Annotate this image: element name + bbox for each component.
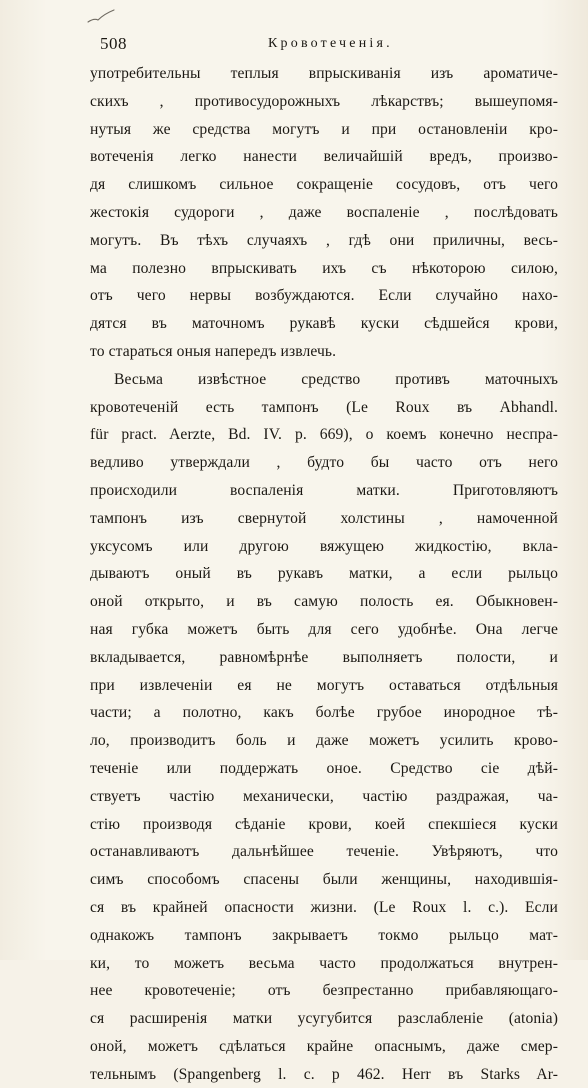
page-number: 508 [100,34,127,53]
text-line: части; а полотно, какъ болѣе грубое инородное тѣ- [90,704,558,722]
text-line: жестокія судороги , даже воспаленіе , послѣдовать [90,203,558,221]
text-line: ма полезно впрыскивать ихъ съ нѣкоторою силою, [90,259,558,277]
text-line: тельнымъ (Spangenberg l. c. p 462. Herr въ Starks Ar- [90,1065,558,1083]
text-line: ло, производитъ боль и даже можетъ усилить крово- [90,732,558,750]
text-line: употребительны теплыя впрыскиванія изъ ароматиче- [90,65,558,82]
paragraph-first-line: Весьма извѣстное средство противъ маточныхъ [114,370,558,388]
text-line: скихъ , противосудорожныхъ лѣкарствъ; вышеупомя- [90,92,558,110]
text-line: ведливо утверждали , будто бы часто отъ него [90,454,558,472]
text-line: могутъ. Въ тѣхъ случаяхъ , гдѣ они приличны, весь- [90,231,558,249]
text-line: тампонъ изъ свернутой холстины , намоченной [90,509,558,527]
text-line: für pract. Aerzte, Bd. IV. p. 669), о коемъ конечно неспра- [90,426,558,444]
text-line: происходили воспаленія матки. Приготовляютъ [90,481,558,499]
page-header [100,34,560,58]
text-line: ная губка можетъ быть для сего удобнѣе. Она легче [90,620,558,638]
running-head: Кровотеченія. [268,36,393,51]
text-line: дятся въ маточномъ рукавѣ куски сѣдшейся крови, [90,315,558,333]
text-line: нутыя же средства могутъ и при остановленіи кро- [90,120,558,138]
text-line: при извлеченіи ея не могутъ оставаться отдѣльныя [90,676,558,694]
text-line: дываютъ оный въ рукавъ матки, а если рыльцо [90,565,558,583]
text-line: однакожъ тампонъ закрываетъ токмо рыльцо мат- [90,926,558,944]
text-line: вкладывается, равномѣрнѣе выполняетъ полости, и [90,648,558,666]
pencil-mark-icon [86,8,116,26]
text-line: теченіе или поддержать оное. Средство сіе дѣй- [90,759,558,777]
body-text [90,60,558,1088]
text-line: останавливаютъ дальнѣйшее теченіе. Увѣряютъ, что [90,843,558,861]
text-line: уксусомъ или другою вяжущею жидкостію, вкла- [90,537,558,555]
text-line: оной открыто, и въ самую полость ея. Обыкновен- [90,593,558,611]
text-line: нее кровотеченіе; отъ безпрестанно прибавляющаго- [90,982,558,1000]
text-line: стію производя сѣданіе крови, коей спекшіеся куски [90,815,558,833]
text-line: ствуетъ частію механически, частію раздражая, ча- [90,787,558,805]
text-line: ки, то можетъ весьма часто продолжаться внутрен- [90,954,558,972]
text-line: то стараться оныя напередъ извлечь. [90,342,337,360]
text-line: симъ способомъ спасены были женщины, находившія- [90,871,558,889]
text-line: оной, можетъ сдѣлаться крайне опаснымъ, даже смер- [90,1037,558,1055]
text-line: вотеченія легко нанести величайшій вредъ, произво- [90,148,558,166]
text-line: дя слишкомъ сильное сокращеніе сосудовъ, отъ чего [90,176,558,194]
text-line: отъ чего нервы возбуждаются. Если случайно нахо- [90,287,558,305]
text-line: ся расширенія матки усугубится разслабленіе (atonia) [90,1010,558,1028]
text-line: ся въ крайней опасности жизни. (Le Roux l. c.). Если [90,898,558,916]
text-line: кровотеченій есть тампонъ (Le Roux въ Abhandl. [90,398,558,416]
